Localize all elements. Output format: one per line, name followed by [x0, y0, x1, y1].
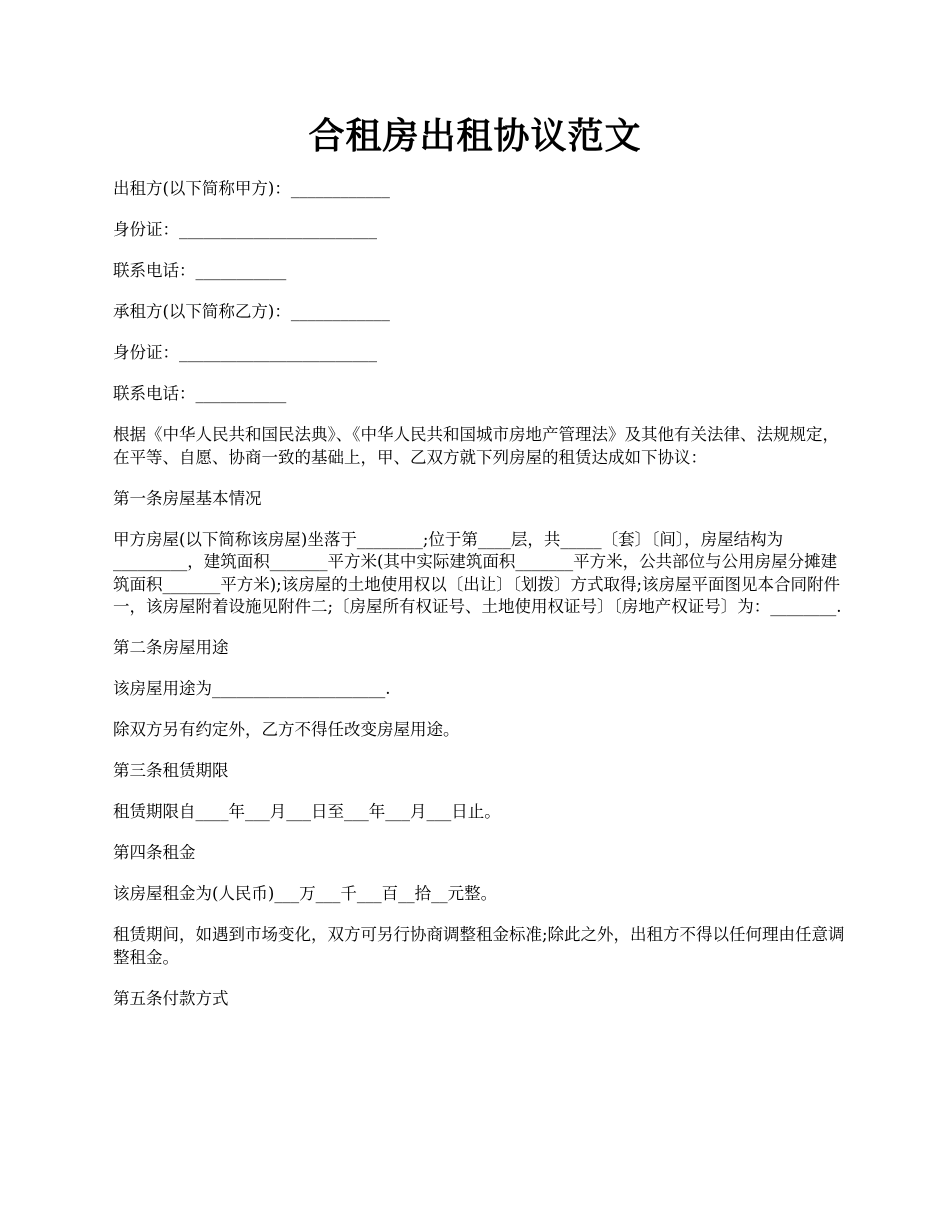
article-4-heading: 第四条租金 [113, 843, 196, 862]
article-4-note: 租赁期间，如遇到市场变化，双方可另行协商调整租金标准;除此之外，出租方不得以任何理由任意调整租金。 [113, 925, 845, 967]
lessor-line: 出租方(以下简称甲方)：____________ [113, 179, 390, 198]
article-1-heading: 第一条房屋基本情况 [113, 488, 262, 508]
lessor-phone-line: 联系电话：___________ [113, 261, 287, 280]
article-2-body: 该房屋用途为_____________________. [113, 679, 391, 698]
lessee-line: 承租方(以下简称乙方)：____________ [113, 302, 390, 321]
article-3-body: 租赁期限自____年___月___日至___年___月___日止。 [113, 802, 501, 821]
preamble-paragraph: 根据《中华人民共和国民法典》、《中华人民共和国城市房地产管理法》及其他有关法律、法规规定，在平等、自愿、协商一致的基础上，甲、乙双方就下列房屋的租赁达成如下协议： [113, 425, 839, 467]
lessor-id-line: 身份证：________________________ [113, 220, 377, 239]
article-3-heading: 第三条租赁期限 [113, 761, 229, 780]
document-body [113, 178, 853, 1029]
article-1-body: 甲方房屋(以下简称该房屋)坐落于________;位于第____层，共_____〔套〕〔间〕，房屋结构为_________，建筑面积_______平方米(其中实际建筑面积_______平方米，公共部位与公用房屋分摊建筑面积_______平方米);该房屋的土地使用权以〔出让〕〔划拨〕方式取得;该房屋平面图见本合同附件一，该房屋附着设施见附件二;〔房屋所有权证号、土地使用权证号〕〔房地产权证号〕为：________. [113, 529, 842, 616]
article-5-heading: 第五条付款方式 [113, 988, 229, 1008]
lessee-id-line: 身份证：________________________ [113, 343, 377, 362]
article-2-heading: 第二条房屋用途 [113, 638, 229, 657]
article-2-note: 除双方另有约定外，乙方不得任改变房屋用途。 [113, 720, 460, 739]
lessee-phone-line: 联系电话：___________ [113, 384, 287, 403]
article-4-body: 该房屋租金为(人民币)___万___千___百__拾__元整。 [113, 884, 498, 903]
document-title: 合租房出租协议范文 [308, 115, 642, 157]
